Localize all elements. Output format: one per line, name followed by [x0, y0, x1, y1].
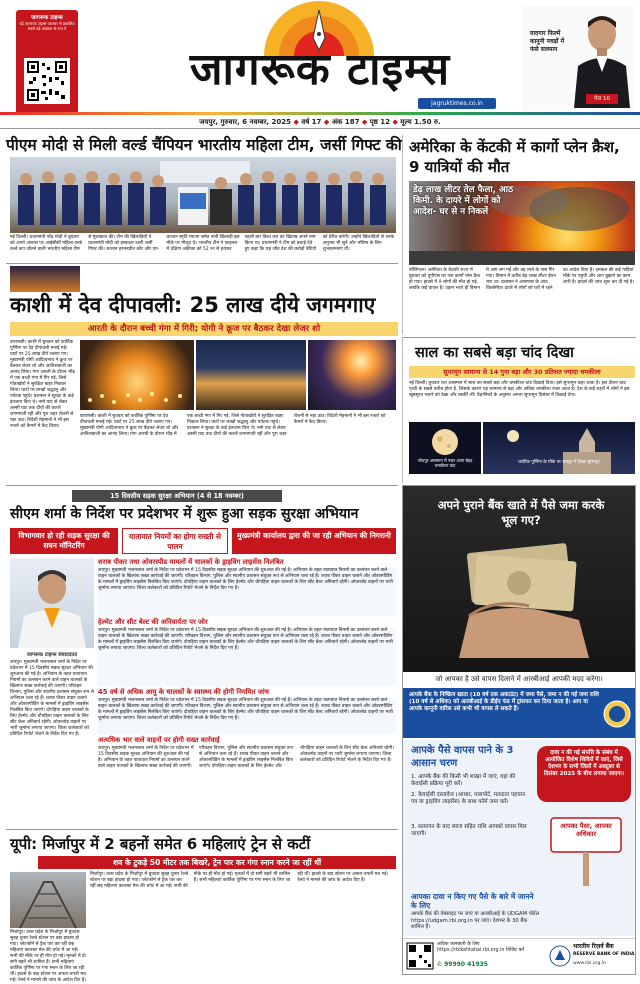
rbi-footer [403, 938, 635, 974]
moon-caption-left: जोधपुर आसमान में नजर आया बेहद चमकीला चांद [417, 458, 473, 468]
crash-overlay: डेढ़ लाख लीटर तेल फैला, आठ किमी. के दायरे में लोगों को आदेश- घर से न निकलें [413, 185, 514, 217]
kashi-ghat-photo-left [10, 266, 80, 292]
story-road [6, 485, 398, 827]
road-box-cmo: मुख्यमंत्री कार्यालय द्वारा की जा रही अभियान की निगरानी [232, 528, 396, 554]
moon-headline[interactable]: साल का सबसे बड़ा चांद दिखा [415, 345, 574, 361]
dateline-price: मूल्य 1.50 रु. [400, 118, 441, 126]
kashi-fireworks-photo [308, 340, 396, 410]
rbi-steps-title: आपके पैसे वापस पाने के 3 आसान चरण [411, 745, 514, 769]
dateline-year: वर्ष 17 [301, 118, 322, 126]
kashi-body-continued: वाराणसी। काशी में बुधवार को कार्तिक पूर्णिमा पर देव दीपावली मनाई गई। घाटों पर 25 लाख दीये जलाए गए। मुख्यमंत्री योगी आदित्यनाथ ने क्रूज पर बैठकर लेजर शो और आतिशबाजी का आनंद लिया। गंगा आरती के दौरान भीड़ में एक बच्ची गंगा में गिर गई, जिसे गोताखोरों ने सुरक्षित बाहर निकाल लिया। घाटों पर लाखों श्रद्धालु और पर्यटक पहुंचे। प्रशासन ने सुरक्षा के कड़े इंतजाम किए थे। नमो घाट से लेकर अस्सी घाट तक दीयों की कतारें जगमगाती रहीं और पूरा शहर रोशनी से नहा उठा। विदेशी मेहमानों ने भी इस नजारे को कैमरों में कैद किया। [80, 414, 386, 437]
moon-photo-left [409, 422, 481, 474]
kashi-river-photo [196, 340, 306, 410]
rbi-name: भारतीय रिज़र्व बैंक [573, 943, 614, 950]
road-body-block3 [98, 698, 396, 734]
crash-body: वॉशिंगटन। अमेरिका के केंटकी राज्य में बुधवार को यूपीएस का एक कार्गो प्लेन क्रैश हो गया। हादसे में 9 लोगों की मौत हो गई, जबकि कई घायल हैं। उड़ान भरते ही विमान में आग लग गई और वह रनवे के पास गिर गया। विमान में करीब डेढ़ लाख लीटर ईंधन भरा था। प्रशासन ने आसपास के आठ किलोमीटर दायरे में लोगों को घरों में रहने का आदेश दिया है। दमकल की कई गाड़ियां मौके पर पहुंची और आग बुझाने का काम जारी है। हादसे की जांच शुरू कर दी गई है। [409, 268, 635, 291]
dateline: जयपुर, गुरुवार, 6 नवम्बर, 2025 ◆ वर्ष 17 ◆ अंक 187 ◆ पृष्ठ 12 ◆ मूल्य 1.50 रु. [0, 116, 640, 129]
train-body-left [10, 930, 86, 983]
story-us-crash [402, 135, 636, 335]
road-sub3: 45 वर्ष से अधिक आयु के चालकों के स्वास्थ्य की होगी नियमित जांच [98, 688, 269, 696]
website-badge[interactable]: jagruktimes.co.in [418, 98, 496, 109]
railway-track-icon [10, 872, 86, 928]
road-cm-photo [10, 558, 94, 648]
moon-caption-right: कार्तिक पूर्णिमा के मौके पर जयपुर में दिखा सुपरमून [518, 460, 600, 465]
kashi-body-left [10, 340, 76, 484]
road-body-left [10, 660, 94, 828]
road-sub2: हेल्मेट और सीट बेल्ट की अनिवार्यता पर जोर [98, 618, 208, 626]
rbi-seal-icon [603, 700, 631, 728]
temple-moon-icon [483, 422, 635, 474]
story-cricket [6, 135, 402, 261]
train-body: मिर्जापुर। उत्तर प्रदेश के मिर्जापुर में बुधवार सुबह चुनार रेलवे स्टेशन पर बड़ा हादसा हो गया। प्लेटफॉर्म से ट्रैक पार कर रहीं छह महिलाएं कालका मेल की चपेट में आ गईं। सभी की मौके पर ही मौत हो गई। मृतकों में दो सगी बहनें भी शामिल हैं। सभी महिलाएं कार्तिक पूर्णिमा पर गंगा स्नान के लिए जा रही थीं। हादसे के बाद स्टेशन पर अफरा-तफरी मच गई। रेलवे ने मामले की जांच के आदेश दिए हैं। [10, 930, 86, 983]
kashi-body: वाराणसी। काशी में बुधवार को कार्तिक पूर्णिमा पर देव दीपावली मनाई गई। घाटों पर 25 लाख दीये जलाए गए। मुख्यमंत्री योगी आदित्यनाथ ने क्रूज पर बैठकर लेजर शो और आतिशबाजी का आनंद लिया। गंगा आरती के दौरान भीड़ में एक बच्ची गंगा में गिर गई, जिसे गोताखोरों ने सुरक्षित बाहर निकाल लिया। घाटों पर लाखों श्रद्धालु और पर्यटक पहुंचे। प्रशासन ने सुरक्षा के कड़े इंतजाम किए थे। नमो घाट से लेकर अस्सी घाट तक दीयों की कतारें जगमगाती रहीं और पूरा शहर रोशनी से नहा उठा। विदेशी मेहमानों ने भी इस नजारे को कैमरों में कैद किया। [10, 340, 75, 429]
rbi-hero [403, 486, 635, 672]
kashi-headline[interactable]: काशी में देव दीपावली: 25 लाख दीये जगमगाए [10, 293, 376, 317]
cricket-headline[interactable]: पीएम मोदी से मिली वर्ल्ड चैंपियन भारतीय महिला टीम, जर्सी गिफ्ट की [6, 136, 402, 154]
money-hand-icon [439, 538, 599, 658]
train-site-photo [10, 872, 86, 928]
dateline-stripe [0, 112, 640, 115]
rbi-strip: जो आपका है उसे वापस दिलाने में आरबीआई आपकी मदद करेगा। [403, 672, 635, 686]
story-train [6, 829, 398, 983]
dateline-city-date: जयपुर, गुरुवार, 6 नवम्बर, 2025 [199, 118, 292, 126]
road-box-monitoring: विभागवार हो रही सड़क सुरक्षा की सघन मॉनिटरिंग [10, 528, 118, 554]
story-kashi [6, 263, 398, 483]
rbi-para: आपके बैंक के निष्क्रिय खाता (10 वर्ष तक अकाउंट) में जमा पैसे, जमा न की गई जमा राशि (10 वर्ष से अधिक) को आरबीआई के डीईए फंड में ट्रांसफर कर दिया जाता है। आप या आपके कानूनी वारिस उसे कभी भी वापस ले सकते हैं। [409, 692, 599, 712]
train-body-cols [90, 872, 396, 976]
team-players-icon [10, 157, 396, 233]
moon-photo-right [483, 422, 635, 474]
train-body-continued: मिर्जापुर। उत्तर प्रदेश के मिर्जापुर में बुधवार सुबह चुनार रेलवे स्टेशन पर बड़ा हादसा हो गया। प्लेटफॉर्म से ट्रैक पार कर रहीं छह महिलाएं कालका मेल की चपेट में आ गईं। सभी की मौके पर ही मौत हो गई। मृतकों में दो सगी बहनें भी शामिल हैं। सभी महिलाएं कार्तिक पूर्णिमा पर गंगा स्नान के लिए जा रही थीं। हादसे के बाद स्टेशन पर अफरा-तफरी मच गई। रेलवे ने मामले की जांच के आदेश दिए हैं। [90, 872, 389, 889]
road-sub1: शराब पीकर तथा ओवरस्पीड मामलों में चालकों के ड्राइविंग लाइसेंस निलंबित [98, 558, 284, 566]
rbi-steps-panel [403, 740, 635, 890]
rbi-claim-title: आपका दावा न किए गए पैसे के बारे में जानने के लिए [411, 892, 534, 910]
rbi-phone-number: 99990 41935 [444, 961, 488, 968]
crash-headline[interactable]: अमेरिका के केंटकी में कार्गो प्लेन क्रैश, 9 यात्रियों की मौत [409, 138, 620, 176]
road-body-block1 [98, 568, 396, 616]
qr-promo-box [16, 10, 78, 114]
cricket-body: नई दिल्ली। प्रधानमंत्री नरेंद्र मोदी ने बुधवार को अपने आवास पर आईसीसी महिला वनडे वर्ल्ड कप जीतने वाली भारतीय महिला टीम से मुलाकात की। टीम की खिलाड़ियों ने प्रधानमंत्री मोदी को हस्ताक्षर वाली जर्सी गिफ्ट की। कप्तान हरमनप्रीत कौर और उप-कप्तान स्मृति मंधाना समेत सभी खिलाड़ी इस मौके पर मौजूद थे। भारतीय टीम ने फाइनल में दक्षिण अफ्रीका को 52 रन से हराकर पहली बार विश्व कप का खिताब अपने नाम किया था। प्रधानमंत्री ने टीम को बधाई देते हुए कहा कि यह जीत देश की करोड़ों बेटियों को प्रेरित करेगी। उन्होंने खिलाड़ियों से उनके अनुभव भी सुने और भविष्य के लिए शुभकामनाएं दीं। [10, 235, 394, 252]
qr-code[interactable] [24, 58, 70, 104]
crash-fire-photo [409, 181, 635, 265]
road-kicker: 15 दिवसीय सड़क सुरक्षा अभियान (4 से 18 नवम्बर) [72, 490, 282, 502]
rbi-claim-panel [403, 890, 635, 936]
rbi-url[interactable]: www.rbi.org.in [573, 961, 607, 966]
rbi-hero-text: अपने पुराने बैंक खाते में पैसे जमा करके भूल गए? [437, 498, 605, 527]
rbi-step-2: 2. केवाईसी दस्तावेज (आधार, पासपोर्ट, मतदाता पहचान पत्र या ड्राइविंग लाइसेंस) के साथ फॉर्म जमा करें। [411, 792, 526, 805]
road-box-traffic-rules: यातायात नियमों का होगा सख्ती से पालन [122, 528, 228, 554]
road-body-3: जयपुर। मुख्यमंत्री भजनलाल शर्मा के निर्देश पर प्रदेशभर में 15 दिवसीय सड़क सुरक्षा अभियान की शुरुआत की गई है। अभियान के तहत यातायात नियमों का उल्लंघन करने वाले वाहन चालकों के खिलाफ सख्त कार्रवाई की जाएगी। परिवहन विभाग, पुलिस और स्थानीय प्रशासन संयुक्त रूप से अभियान चला रहे हैं। शराब पीकर वाहन चलाने और ओवरस्पीडिंग के मामलों में ड्राइविंग लाइसेंस निलंबित किए जाएंगे। दोपहिया वाहन चालकों के लिए हेल्मेट और चौपहिया वाहन चालकों के लिए सीट बेल्ट अनिवार्य रहेगी। ओवरलोड वाहनों पर भारी जुर्माना लगाया जाएगा। जिला कलेक्टरों को प्रतिदिन रिपोर्ट भेजने के निर्देश दिए गए हैं। [98, 698, 393, 721]
kashi-diyas-photo [80, 340, 194, 410]
dateline-issue: अंक 187 [331, 118, 360, 126]
promo-box[interactable] [522, 6, 634, 110]
dateline-pages: पृष्ठ 12 [369, 118, 391, 126]
kashi-body-cols [80, 414, 396, 484]
road-headline[interactable]: सीएम शर्मा के निर्देश पर प्रदेशभर में शुरू हुआ सड़क सुरक्षा अभियान [10, 506, 359, 522]
qr-caption: जागरूक टाइम्स [31, 15, 63, 21]
train-headline[interactable]: यूपी: मिर्जापुर में 2 बहनों समेत 6 महिलाएं ट्रेन से कटीं [10, 835, 311, 853]
rbi-footer-qr-icon[interactable] [407, 943, 433, 969]
promo-text: यादगार फिल्में कानूनी पचड़ों में फंसे सलमान [530, 30, 565, 53]
diya-icon [80, 340, 194, 410]
train-subhead: शव के टुकड़े 50 मीटर तक बिखरे, ट्रेन पार कर गंगा स्नान करने जा रहीं थीं [38, 856, 396, 869]
road-body-block4 [98, 746, 396, 828]
rbi-ad[interactable] [402, 485, 636, 975]
road-body: जयपुर। मुख्यमंत्री भजनलाल शर्मा के निर्देश पर प्रदेशभर में 15 दिवसीय सड़क सुरक्षा अभियान की शुरुआत की गई है। अभियान के तहत यातायात नियमों का उल्लंघन करने वाले वाहन चालकों के खिलाफ सख्त कार्रवाई की जाएगी। परिवहन विभाग, पुलिस और स्थानीय प्रशासन संयुक्त रूप से अभियान चला रहे हैं। शराब पीकर वाहन चलाने और ओवरस्पीडिंग के मामलों में ड्राइविंग लाइसेंस निलंबित किए जाएंगे। दोपहिया वाहन चालकों के लिए हेल्मेट और चौपहिया वाहन चालकों के लिए सीट बेल्ट अनिवार्य रहेगी। ओवरलोड वाहनों पर भारी जुर्माना लगाया जाएगा। जिला कलेक्टरों को प्रतिदिन रिपोर्ट भेजने के निर्देश दिए गए हैं। [10, 660, 94, 737]
rbi-logo-icon [549, 945, 571, 967]
rbi-sign [543, 810, 629, 886]
rbi-step-3: 3. सत्यापन के बाद ब्याज सहित राशि आपको वापस मिल जाएगी। [411, 824, 527, 837]
rbi-footer-phone[interactable] [437, 961, 537, 968]
cricket-team-photo [10, 157, 396, 233]
rbi-para-box [403, 688, 635, 738]
qr-text: पढ़ें जागरूक टाइम्स जालंधर से प्रकाशित सबसे बड़े अखबार के रूप में [19, 21, 75, 31]
kashi-subhead: आरती के दौरान बच्ची गंगा में गिरी; योगी ने क्रूज पर बैठकर देखा लेजर शो [10, 322, 398, 336]
whatsapp-icon: ✆ [437, 961, 445, 968]
road-sub4: अत्यधिक भार वाले वाहनों पर होगी सख्त कार्रवाई [98, 736, 220, 744]
rbi-claim-body: आपके बैंक की वेबसाइट पर जाएं या आरबीआई के UDGAM पोर्टल https://udgam.rbi.org.in पर जाएं। देशभर के 30 बैंक शामिल हैं। [411, 911, 540, 930]
road-body-4: जयपुर। मुख्यमंत्री भजनलाल शर्मा के निर्देश पर प्रदेशभर में 15 दिवसीय सड़क सुरक्षा अभियान की शुरुआत की गई है। अभियान के तहत यातायात नियमों का उल्लंघन करने वाले वाहन चालकों के खिलाफ सख्त कार्रवाई की जाएगी। परिवहन विभाग, पुलिस और स्थानीय प्रशासन संयुक्त रूप से अभियान चला रहे हैं। शराब पीकर वाहन चलाने और ओवरस्पीडिंग के मामलों में ड्राइविंग लाइसेंस निलंबित किए जाएंगे। दोपहिया वाहन चालकों के लिए हेल्मेट और चौपहिया वाहन चालकों के लिए सीट बेल्ट अनिवार्य रहेगी। ओवरलोड वाहनों पर भारी जुर्माना लगाया जाएगा। जिला कलेक्टरों को प्रतिदिन रिपोर्ट भेजने के निर्देश दिए गए हैं। [98, 746, 394, 769]
rbi-sign-text: आपका पैसा, आपका अधिकार [560, 822, 612, 838]
rbi-name-en: RESERVE BANK OF INDIA [573, 952, 635, 957]
moon-subhead: सुपरमून सामान्य से 14 गुना बड़ा और 30 प्रतिशत ज्यादा चमकीला [409, 366, 635, 378]
road-body-2: जयपुर। मुख्यमंत्री भजनलाल शर्मा के निर्देश पर प्रदेशभर में 15 दिवसीय सड़क सुरक्षा अभियान की शुरुआत की गई है। अभियान के तहत यातायात नियमों का उल्लंघन करने वाले वाहन चालकों के खिलाफ सख्त कार्रवाई की जाएगी। परिवहन विभाग, पुलिस और स्थानीय प्रशासन संयुक्त रूप से अभियान चला रहे हैं। शराब पीकर वाहन चलाने और ओवरस्पीडिंग के मामलों में ड्राइविंग लाइसेंस निलंबित किए जाएंगे। दोपहिया वाहन चालकों के लिए हेल्मेट और चौपहिया वाहन चालकों के लिए सीट बेल्ट अनिवार्य रहेगी। ओवरलोड वाहनों पर भारी जुर्माना लगाया जाएगा। जिला कलेक्टरों को प्रतिदिन रिपोर्ट भेजने के निर्देश दिए गए हैं। [98, 628, 393, 651]
cm-portrait-icon [10, 558, 94, 648]
promo-page-badge: पेज 10 [586, 94, 618, 104]
road-body-block2 [98, 628, 396, 686]
story-moon [402, 337, 636, 483]
rbi-footer-link[interactable]: अधिक जानकारी के लिए https://rbikehtahai.rbi.org.in विजिट करें [437, 942, 525, 953]
masthead [0, 0, 640, 137]
moon-body: नई दिल्ली। बुधवार रात आसमान में साल का सबसे बड़ा और चमकीला चांद दिखाई दिया। इसे सुपरमून कहा जाता है। इस दौरान चांद पृथ्वी के सबसे करीब होता है, जिसके कारण यह सामान्य से बड़ा और अधिक चमकीला नजर आता है। देश के कई शहरों में लोगों ने इस खूबसूरत नजारे को देखा और तस्वीरें लीं। वैज्ञानिकों के अनुसार अगला सुपरमून दिसंबर में दिखाई देगा। [409, 381, 630, 398]
road-body-1: जयपुर। मुख्यमंत्री भजनलाल शर्मा के निर्देश पर प्रदेशभर में 15 दिवसीय सड़क सुरक्षा अभियान की शुरुआत की गई है। अभियान के तहत यातायात नियमों का उल्लंघन करने वाले वाहन चालकों के खिलाफ सख्त कार्रवाई की जाएगी। परिवहन विभाग, पुलिस और स्थानीय प्रशासन संयुक्त रूप से अभियान चला रहे हैं। शराब पीकर वाहन चलाने और ओवरस्पीडिंग के मामलों में ड्राइविंग लाइसेंस निलंबित किए जाएंगे। दोपहिया वाहन चालकों के लिए हेल्मेट और चौपहिया वाहन चालकों के लिए सीट बेल्ट अनिवार्य रहेगी। ओवरलोड वाहनों पर भारी जुर्माना लगाया जाएगा। जिला कलेक्टरों को प्रतिदिन रिपोर्ट भेजने के निर्देश दिए गए हैं। [98, 568, 393, 591]
road-photo-caption: जागरूक टाइम्स संवाददाता [26, 652, 78, 658]
newspaper-logo[interactable]: जागरूक टाइम्स [189, 44, 451, 95]
rbi-step-1: 1. आपके बैंक की किसी भी शाखा में जाएं, वहां की केवाईसी प्रक्रिया पूरी करें। [411, 774, 516, 787]
rbi-callout: दावा न की गई संपत्ति के संबंध में आयोजित विशेष शिविरों में जाएं, जिसे देशभर के सभी जिलों में अक्टूबर से दिसंबर 2025 के बीच लगाया जाएगा। [537, 746, 631, 802]
